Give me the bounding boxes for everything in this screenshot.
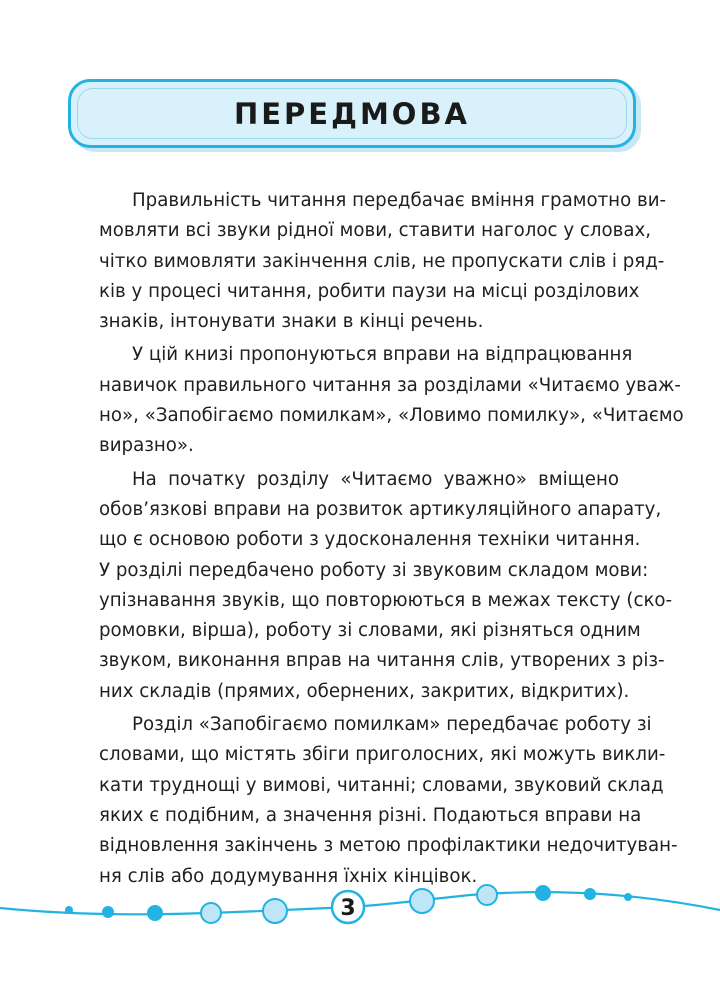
footer-dot xyxy=(201,903,221,923)
title-banner xyxy=(68,79,636,148)
footer-dot xyxy=(584,888,596,900)
text-line: мовляти всі звуки рідної мови, ставити наголос у словах, xyxy=(99,220,652,242)
text-line: яких є подібним, а значення різні. Подаються вправи на xyxy=(99,804,642,826)
text-line: На початку розділу «Читаємо уважно» вміщено xyxy=(132,468,619,490)
footer-dot xyxy=(624,893,632,901)
text-line: знаків, інтонувати знаки в кінці речень. xyxy=(99,311,484,333)
text-line: виразно». xyxy=(99,435,194,457)
text-line: обов’язкові вправи на розвиток артикуляційного апарату, xyxy=(99,498,662,520)
text-line: У розділі передбачено роботу зі звуковим складом мови: xyxy=(99,559,649,581)
footer-dot xyxy=(102,906,114,918)
text-line: навичок правильного читання за розділами «Читаємо уваж- xyxy=(99,374,681,396)
text-line: Розділ «Запобігаємо помилкам» передбачає роботу зі xyxy=(132,714,652,736)
page-title: ПЕРЕДМОВА xyxy=(233,96,471,131)
text-line: що є основою роботи з удосконалення техніки читання. xyxy=(99,529,641,551)
text-line: чітко вимовляти закінчення слів, не пропускати слів і ряд- xyxy=(99,250,665,272)
page-number: 3 xyxy=(340,896,356,921)
text-line: упізнавання звуків, що повторюються в межах тексту (ско- xyxy=(99,589,673,611)
footer-dot xyxy=(477,885,497,905)
footer-dot xyxy=(65,906,73,914)
text-line: звуком, виконання вправ на читання слів, утворених з різ- xyxy=(99,650,665,672)
text-line: ня слів або додумування їхніх кінцівок. xyxy=(99,865,478,887)
text-line: кати труднощі у вимові, читанні; словами, звуковий склад xyxy=(99,774,664,796)
text-line: словами, що містять збіги приголосних, які можуть викли- xyxy=(99,744,666,766)
text-line: них складів (прямих, обернених, закритих, відкритих). xyxy=(99,680,630,702)
paragraph-3 xyxy=(99,465,673,707)
footer-dot xyxy=(535,885,551,901)
footer-dot xyxy=(263,899,287,923)
paragraph-2 xyxy=(99,340,684,461)
body-text xyxy=(99,186,684,892)
text-line: Правильність читання передбачає вміння грамотно ви- xyxy=(132,190,667,211)
footer-dot xyxy=(147,905,163,921)
text-line: ків у процесі читання, робити паузи на місці розділових xyxy=(99,280,640,302)
footer-decoration xyxy=(0,850,720,930)
text-line: ромовки, вірша), роботу зі словами, які різняться одним xyxy=(99,620,641,642)
paragraph-1 xyxy=(99,186,667,337)
text-line: відновлення закінчень з метою профілактики недочитуван- xyxy=(99,835,678,857)
text-line: но», «Запобігаємо помилкам», «Ловимо помилку», «Читаємо xyxy=(99,405,684,427)
footer-dot xyxy=(410,889,434,913)
text-line: У цій книзі пропонуються вправи на відпрацювання xyxy=(132,344,633,366)
